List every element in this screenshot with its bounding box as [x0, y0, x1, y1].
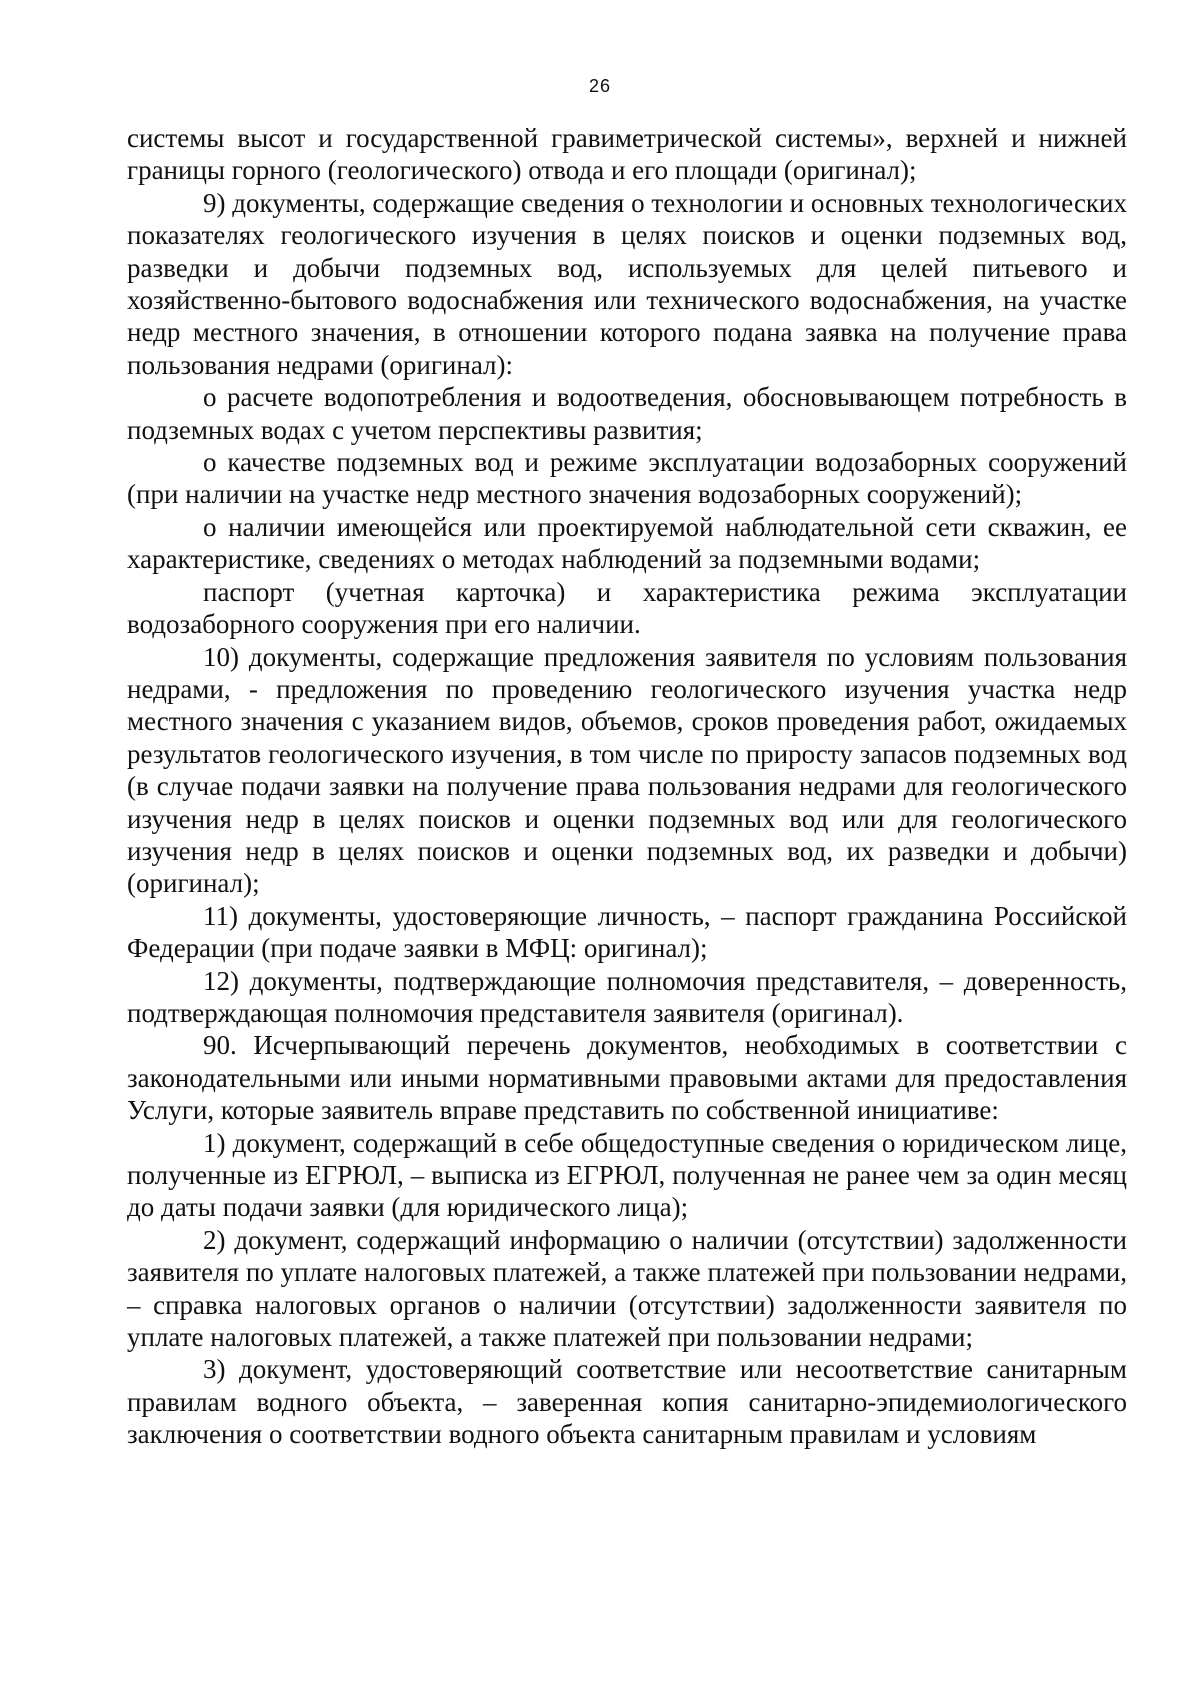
paragraph-item-9: 9) документы, содержащие сведения о технологии и основных технологических показателях геологического изучения в целях поисков и оценки подземных вод, разведки и добычи подземных вод, используемых для целей питьевого и хозяйственно-бытового водоснабжения или технического водоснабжения, на участке недр местного значения, в отношении которого подана заявка на получение права пользования недрами (оригинал): — [127, 187, 1127, 380]
paragraph-section-90: 90. Исчерпывающий перечень документов, необходимых в соответствии с законодательными или иными нормативными правовыми актами для предоставления Услуги, которые заявитель вправе представить по собственной инициативе: — [127, 1030, 1127, 1126]
page-number: 26 — [588, 76, 612, 96]
paragraph-water-consumption: о расчете водопотребления и водоотведения, обосновывающем потребность в подземных водах с учетом перспективы развития; — [127, 382, 1127, 445]
paragraph-item-11: 11) документы, удостоверяющие личность, – паспорт гражданина Российской Федерации (при подаче заявки в МФЦ: оригинал); — [127, 900, 1127, 964]
paragraph-subitem-2: 2) документ, содержащий информацию о наличии (отсутствии) задолженности заявителя по уплате налоговых платежей, а также платежей при пользовании недрами, – справка налоговых органов о наличии (отсутствии) задолженности заявителя по уплате налоговых платежей, а также платежей при пользовании недрами; — [127, 1224, 1127, 1353]
document-body — [127, 122, 1127, 1451]
paragraph-observation-network: о наличии имеющейся или проектируемой наблюдательной сети скважин, ее характеристике, сведениях о методах наблюдений за подземными водами; — [127, 511, 1127, 575]
paragraph-item-12: 12) документы, подтверждающие полномочия представителя, – доверенность, подтверждающая полномочия представителя заявителя (оригинал). — [127, 965, 1127, 1028]
paragraph-item-10: 10) документы, содержащие предложения заявителя по условиям пользования недрами, - предложения по проведению геологического изучения участка недр местного значения с указанием видов, объемов, сроков проведения работ, ожидаемых результатов геологического изучения, в том числе по приросту запасов подземных вод (в случае подачи заявки на получение права пользования недрами для геологического изучения недр в целях поисков и оценки подземных вод или для геологического изучения недр в целях поисков и оценки подземных вод, их разведки и добычи) (оригинал); — [127, 641, 1127, 899]
paragraph-water-quality: о качестве подземных вод и режиме эксплуатации водозаборных сооружений (при наличии на участке недр местного значения водозаборных сооружений); — [127, 447, 1127, 510]
paragraph-passport: паспорт (учетная карточка) и характеристика режима эксплуатации водозаборного сооружения при его наличии. — [127, 576, 1127, 640]
paragraph-continuation: системы высот и государственной гравиметрической системы», верхней и нижней границы горного (геологического) отвода и его площади (оригинал); — [127, 123, 1127, 186]
paragraph-subitem-1: 1) документ, содержащий в себе общедоступные сведения о юридическом лице, полученные из ЕГРЮЛ, – выписка из ЕГРЮЛ, полученная не ранее чем за один месяц до даты подачи заявки (для юридического лица); — [127, 1127, 1127, 1223]
paragraph-subitem-3: 3) документ, удостоверяющий соответствие или несоответствие санитарным правилам водного объекта, – заверенная копия санитарно-эпидемиологического заключения о соответствии водного объекта санитарным правилам и условиям — [127, 1354, 1127, 1450]
